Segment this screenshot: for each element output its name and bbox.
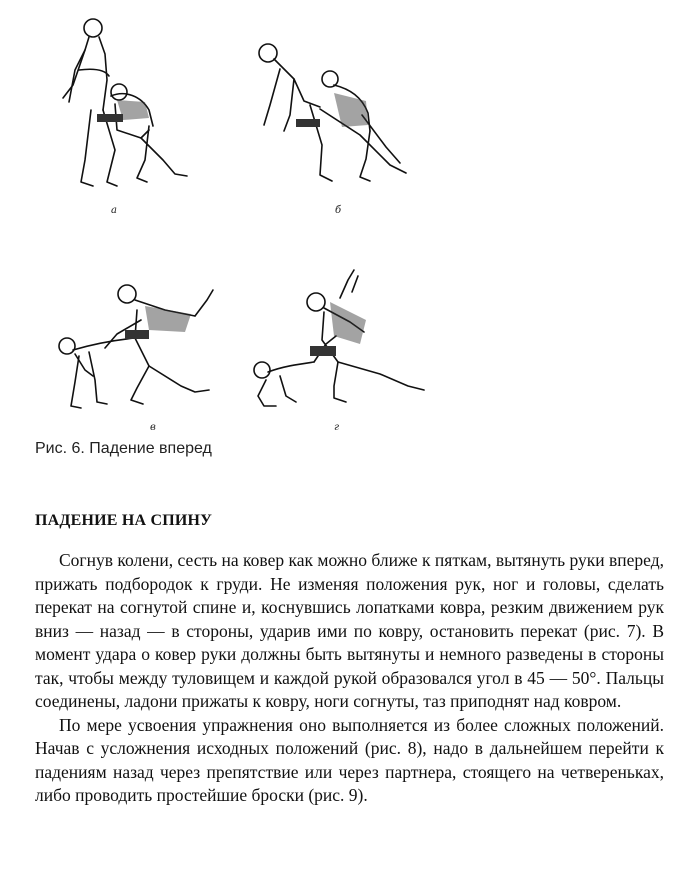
figure-label-a: а <box>111 205 117 216</box>
wrestlers-drawing-c <box>45 270 245 420</box>
figure-caption: Рис. 6. Падение вперед <box>35 440 212 457</box>
wrestlers-drawing-d <box>240 262 440 422</box>
paragraph: Согнув колени, сесть на ковер как можно ближе к пяткам, вытянуть руки вперед, прижать подбородок к груди. Не изменяя положения рук, ног и головы, сделать перекат на согнутой спине и, коснувшись лопатками ковра, резким движением рук вниз — назад — в стороны, ударив ими по ковру, остановить перекат (рис. 7). В момент удара о ковер руки должны быть вытянуты и немного разведены в стороны так, чтобы между туловищем и каждой рукой образовался угол в 45 — 50°. Пальцы соединены, ладони прижаты к ковру, ноги согнуты, таз приподнят над ковром. <box>35 550 664 711</box>
figure-illustration-b <box>250 35 425 195</box>
figure-label-d: г <box>334 422 340 433</box>
wrestlers-drawing-a <box>45 10 205 195</box>
paragraph: По мере усвоения упражнения оно выполняется из более сложных положений. Начав с усложнения исходных положений (рис. 8), надо в дальнейшем перейти к падениям назад через препятствие или через партнера, стоящего на четвереньках, либо проводить простейшие броски (рис. 9). <box>35 714 664 805</box>
wrestlers-drawing-b <box>250 35 425 195</box>
figure-illustration-a <box>45 10 205 195</box>
figure-label-c: в <box>150 422 156 433</box>
figure-illustration-d <box>240 262 440 422</box>
section-body <box>35 549 664 808</box>
figure-label-b: б <box>335 205 342 216</box>
section-heading: ПАДЕНИЕ НА СПИНУ <box>35 512 213 529</box>
figure-illustration-c <box>45 270 245 420</box>
